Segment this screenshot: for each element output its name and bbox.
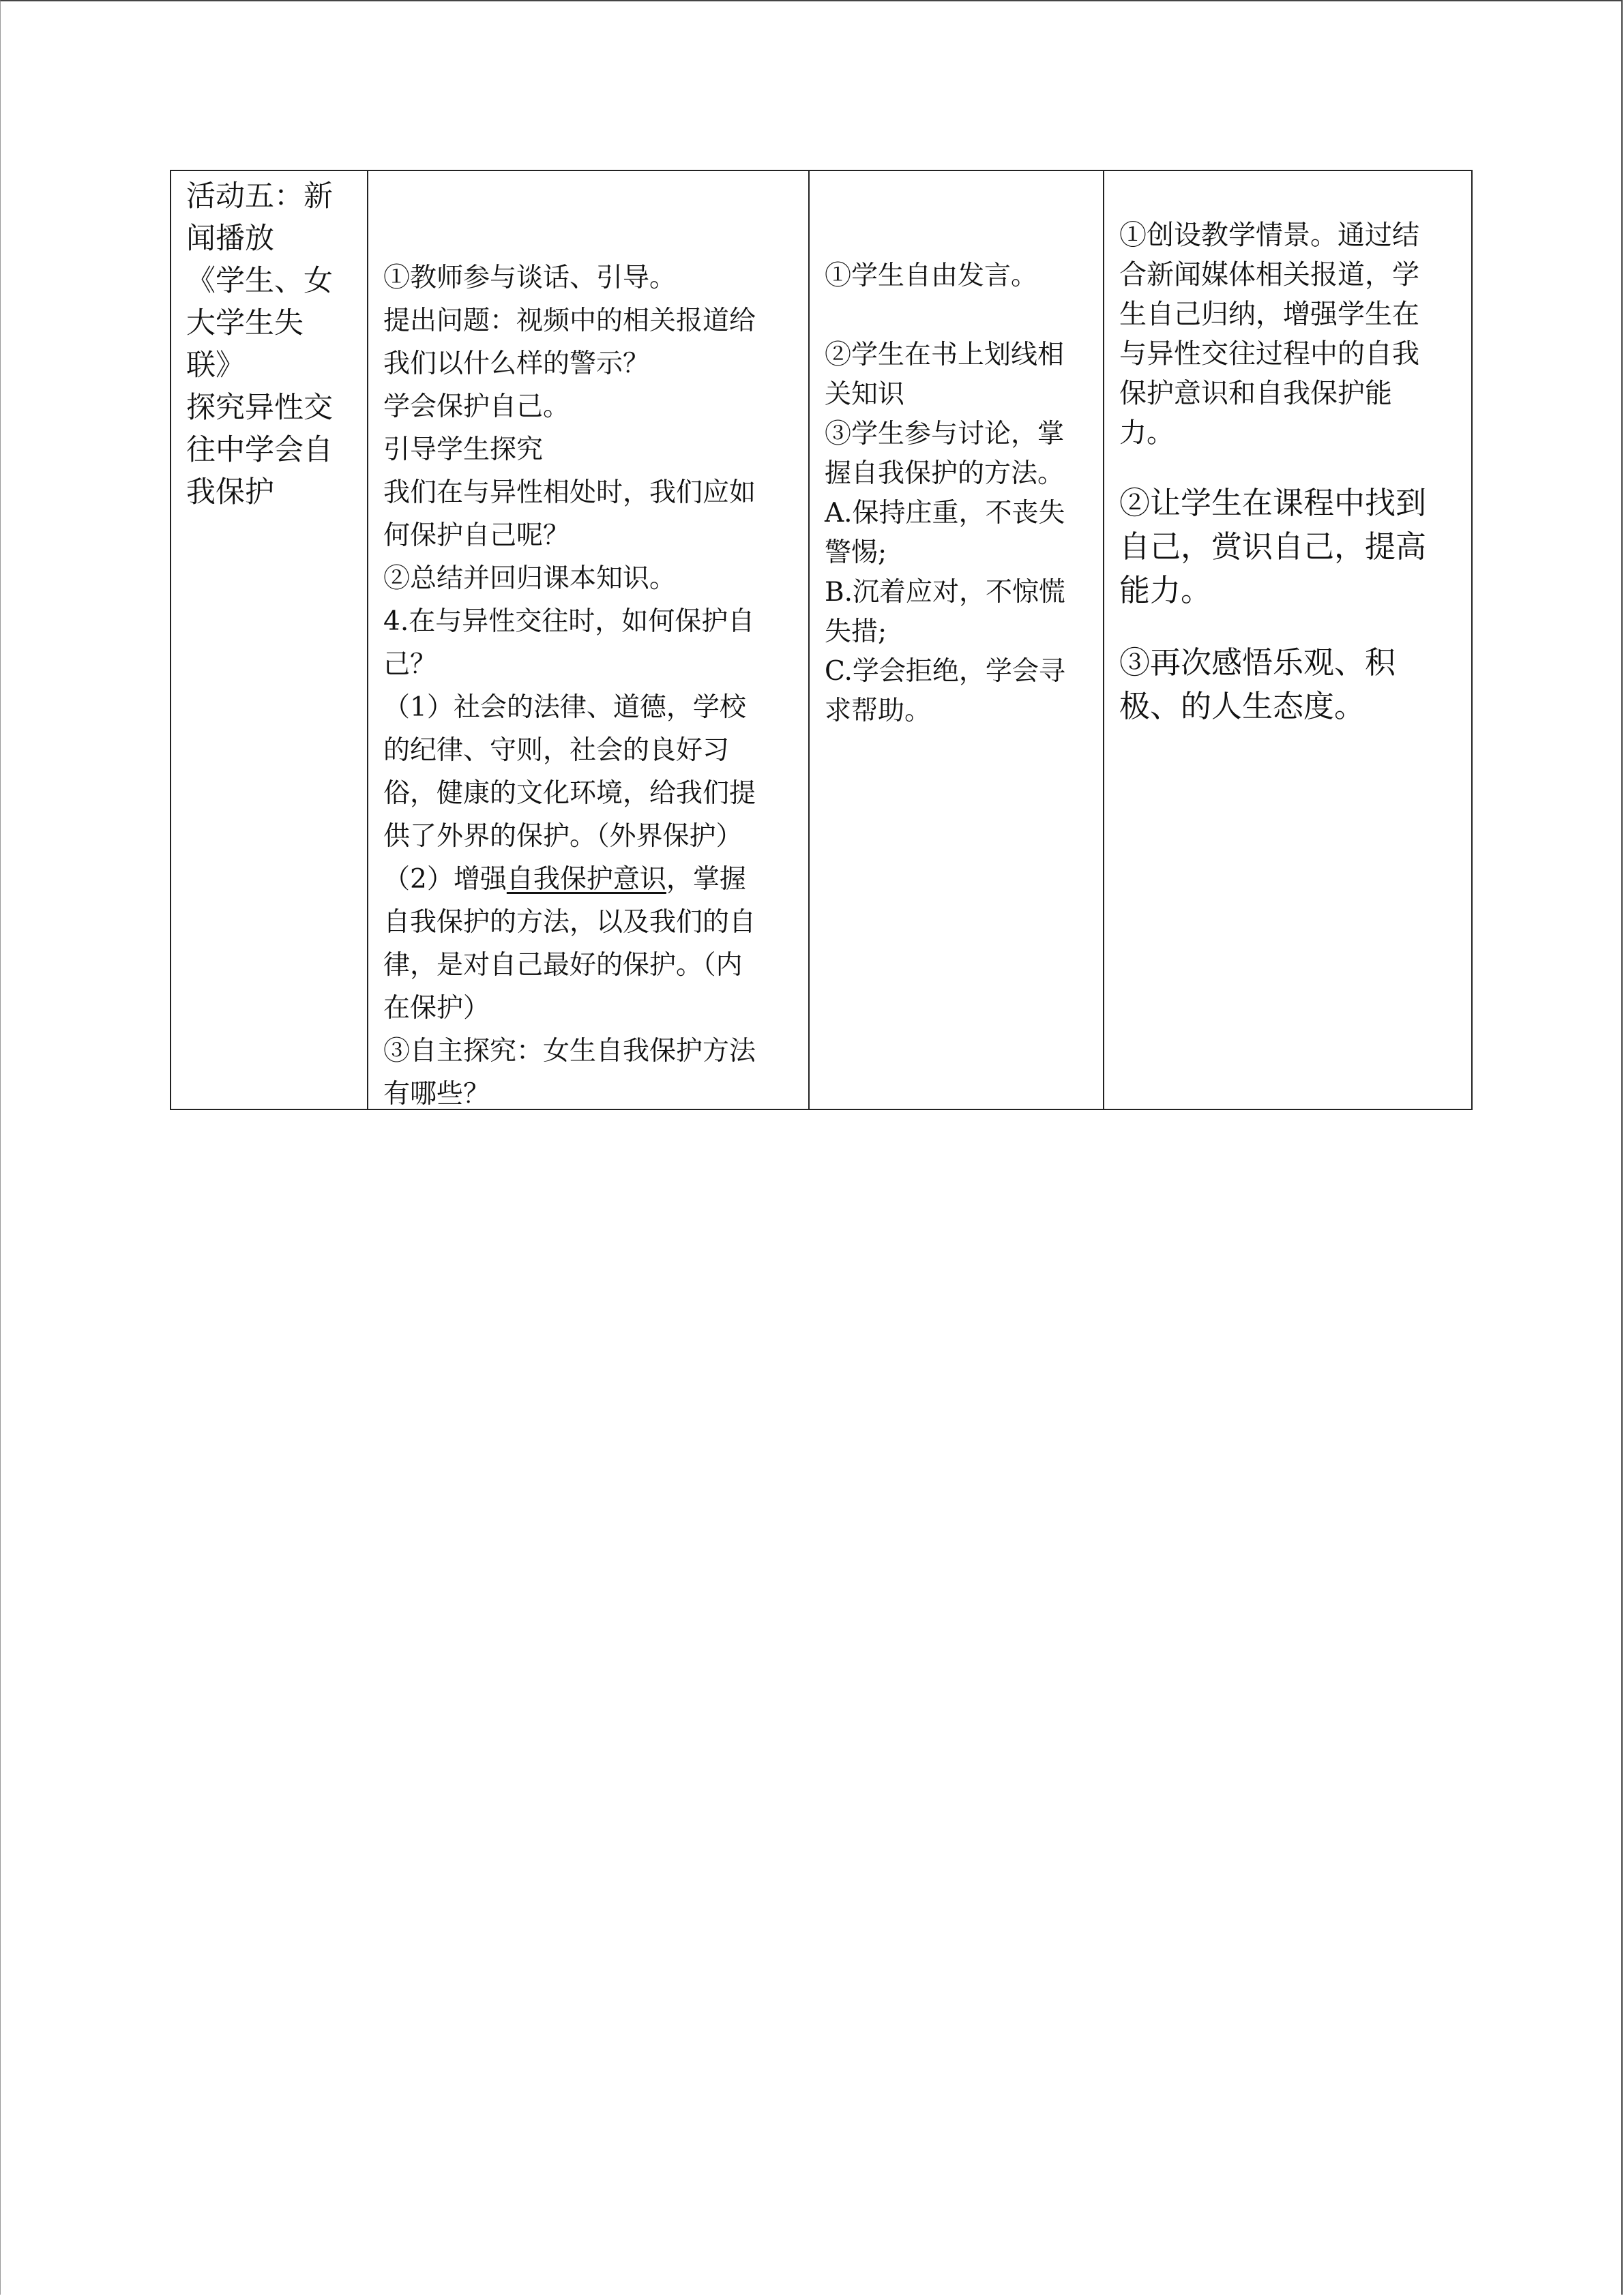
teacher-line: 4.在与异性交往时，如何保护自 bbox=[383, 606, 755, 637]
intent-line: 力。 bbox=[1119, 417, 1174, 449]
student-line: 握自我保护的方法。 bbox=[825, 458, 1065, 489]
teacher-line: （1）社会的法律、道德，学校 bbox=[383, 692, 746, 723]
intent-line: 与异性交往过程中的自我 bbox=[1119, 338, 1419, 370]
teacher-line: 自我保护的方法，以及我们的自 bbox=[383, 907, 756, 938]
teacher-line: 何保护自己呢？ bbox=[383, 520, 570, 551]
intent-line: 合新闻媒体相关报道，学 bbox=[1119, 259, 1419, 290]
intent-line: 自己，赏识自己，提高 bbox=[1119, 528, 1427, 565]
spacer bbox=[825, 296, 1103, 336]
student-line: 警惕; bbox=[825, 537, 887, 568]
student-line: A.保持庄重，不丧失 bbox=[825, 498, 1065, 528]
activity-line: 探究异性交 bbox=[186, 391, 333, 425]
teacher-line: 引导学生探究 bbox=[383, 434, 544, 465]
spacer bbox=[1119, 612, 1471, 641]
intent-line: 能力。 bbox=[1119, 572, 1212, 608]
teacher-line: ③自主探究：女生自我保护方法 bbox=[383, 1036, 756, 1067]
teacher-line: 在保护） bbox=[383, 993, 490, 1024]
lesson-plan-table bbox=[170, 170, 1473, 1110]
teacher-line: 供了外界的保护。（外界保护） bbox=[383, 821, 743, 852]
activity-cell bbox=[171, 170, 368, 1109]
student-line: C.学会拒绝，学会寻 bbox=[825, 656, 1065, 687]
intent-line: 极、的人生态度。 bbox=[1119, 688, 1365, 724]
activity-line: 大学生失 bbox=[186, 306, 304, 340]
activity-line: 活动五：新 bbox=[186, 179, 333, 213]
teacher-line: 我们以什么样的警示？ bbox=[383, 348, 650, 379]
activity-line: 《学生、女 bbox=[186, 264, 333, 298]
activity-line: 联》 bbox=[186, 348, 245, 383]
activity-line: 往中学会自 bbox=[186, 433, 333, 467]
student-line: 关知识 bbox=[825, 379, 905, 410]
student-line: ③学生参与讨论，掌 bbox=[825, 419, 1065, 449]
intent-line: ②让学生在课程中找到 bbox=[1119, 485, 1427, 521]
teacher-line: 俗，健康的文化环境，给我们提 bbox=[383, 778, 756, 809]
teacher-line: ①教师参与谈话、引导。 bbox=[383, 263, 677, 293]
student-activity-cell bbox=[809, 170, 1104, 1109]
teacher-line: 律，是对自己最好的保护。（内 bbox=[383, 950, 743, 981]
student-line: ②学生在书上划线相 bbox=[825, 340, 1065, 370]
teacher-line: 我们在与异性相处时，我们应如 bbox=[383, 477, 756, 508]
underlined-term: 自我保护意识 bbox=[506, 864, 666, 895]
teacher-line bbox=[383, 858, 808, 901]
student-line: B.沉着应对，不惊慌 bbox=[825, 577, 1066, 608]
teacher-line: 有哪些？ bbox=[383, 1079, 490, 1105]
student-line: 求帮助。 bbox=[825, 696, 932, 726]
teacher-line-part: （2）增强 bbox=[383, 864, 507, 895]
teacher-line: 的纪律、守则，社会的良好习 bbox=[383, 735, 730, 766]
teacher-line: 提出问题：视频中的相关报道给 bbox=[383, 305, 756, 336]
student-line: ①学生自由发言。 bbox=[825, 260, 1038, 291]
teacher-activity-cell bbox=[368, 170, 809, 1109]
teacher-line: 己？ bbox=[383, 649, 437, 680]
student-line: 失措; bbox=[825, 616, 887, 647]
teacher-line: 学会保护自己。 bbox=[383, 391, 570, 422]
intent-line: 保护意识和自我保护能 bbox=[1119, 378, 1392, 409]
spacer bbox=[1119, 453, 1471, 481]
design-intent-cell bbox=[1104, 170, 1472, 1109]
teacher-line: ②总结并回归课本知识。 bbox=[383, 563, 677, 594]
intent-line: ③再次感悟乐观、积 bbox=[1119, 644, 1396, 681]
intent-line: ①创设教学情景。通过结 bbox=[1119, 220, 1419, 251]
activity-line: 闻播放 bbox=[186, 222, 274, 256]
teacher-line-part: ，掌握 bbox=[666, 864, 746, 895]
intent-line: 生自己归纳，增强学生在 bbox=[1119, 299, 1419, 330]
table-row bbox=[171, 170, 1472, 1109]
activity-line: 我保护 bbox=[186, 475, 274, 509]
